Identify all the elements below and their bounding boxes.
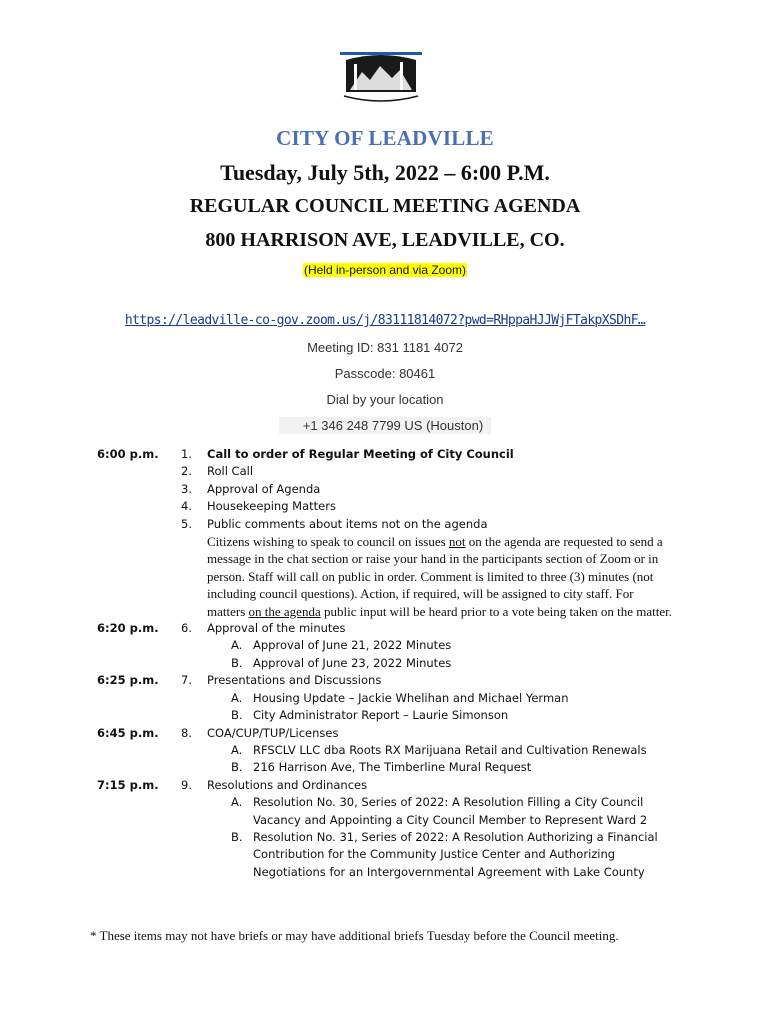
agenda-item-text: Resolutions and Ordinances (207, 777, 368, 792)
public-comment-text: public input will be heard prior to a vote being taken on the matter. (320, 603, 672, 619)
footnote: * These items may not have briefs or may have additional briefs Tuesday before the Council meeting. (90, 928, 619, 943)
agenda-item-text: Public comments about items not on the agenda (207, 516, 488, 531)
agenda-list (0, 446, 770, 881)
agenda-item-text: Housekeeping Matters (207, 499, 336, 514)
dial-number (0, 418, 770, 433)
subitem-letter: A. (231, 690, 243, 705)
agenda-item (0, 777, 770, 794)
agenda-subitem (0, 829, 770, 881)
subitem-letter: B. (231, 760, 243, 775)
agenda-subitem (0, 759, 770, 776)
public-comment-paragraph (207, 533, 672, 620)
city-title: CITY OF LEADVILLE (276, 126, 494, 150)
agenda-number: 2. (181, 464, 192, 479)
agenda-item-text: Approval of Agenda (207, 481, 321, 496)
leadville-logo (340, 46, 422, 116)
agenda-subitem (0, 655, 770, 672)
agenda-item (0, 463, 770, 480)
agenda-time: 6:45 p.m. (97, 725, 159, 740)
agenda-number: 7. (181, 673, 192, 688)
agenda-subitem (0, 794, 770, 829)
agenda-number: 4. (181, 499, 192, 514)
subitem-text: Approval of June 21, 2022 Minutes (253, 638, 452, 653)
subitem-text: City Administrator Report – Laurie Simonson (253, 708, 509, 723)
subitem-letter: A. (231, 638, 243, 653)
agenda-number: 6. (181, 621, 192, 636)
subitem-text: Resolution No. 30, Series of 2022: A Resolution Filling a City Council Vacancy and Appointing a City Council Member to Represent Ward 2 (253, 795, 648, 827)
agenda-subitem (0, 690, 770, 707)
passcode: Passcode: 80461 (334, 366, 436, 381)
agenda-time: 6:25 p.m. (97, 673, 159, 688)
subitem-text: Approval of June 23, 2022 Minutes (253, 655, 452, 670)
leadville-logo-icon (340, 46, 422, 116)
public-comment-text: Citizens wishing to speak to council on issues (207, 534, 449, 550)
agenda-subitem (0, 637, 770, 654)
agenda-item (0, 516, 770, 533)
dial-label: Dial by your location (326, 392, 444, 407)
subitem-letter: B. (231, 655, 243, 670)
dial-number-text: +1 346 248 7799 US (Houston) (279, 417, 491, 434)
agenda-item-text: Roll Call (207, 464, 254, 479)
agenda-number: 1. (181, 447, 192, 461)
agenda-item (0, 620, 770, 637)
meeting-id: Meeting ID: 831 1181 4072 (307, 340, 463, 355)
agenda-item (0, 498, 770, 515)
agenda-item-text: Approval of the minutes (207, 621, 346, 636)
agenda-item (0, 725, 770, 742)
subitem-text: 216 Harrison Ave, The Timberline Mural Request (253, 760, 532, 775)
agenda-item (0, 481, 770, 498)
agenda-subitem (0, 742, 770, 759)
agenda-time: 7:15 p.m. (97, 777, 159, 792)
subitem-letter: B. (231, 829, 243, 844)
subitem-letter: A. (231, 742, 243, 757)
meeting-date: Tuesday, July 5th, 2022 – 6:00 P.M. (220, 160, 550, 185)
agenda-time: 6:00 p.m. (97, 447, 159, 461)
held-note-text: (Held in-person and via Zoom) (303, 263, 467, 277)
public-comment-emphasis: not (448, 534, 466, 550)
agenda-number: 5. (181, 516, 192, 531)
agenda-item-text: COA/CUP/TUP/Licenses (207, 725, 339, 740)
meeting-title: REGULAR COUNCIL MEETING AGENDA (189, 195, 581, 217)
subitem-text: Housing Update – Jackie Whelihan and Michael Yerman (253, 690, 569, 705)
agenda-time: 6:20 p.m. (97, 621, 159, 636)
subitem-text: Resolution No. 31, Series of 2022: A Resolution Authorizing a Financial Contribution for the Community Justice Center and Authorizing Negotiations for an Intergovernmental Agreement with Lake County (253, 829, 658, 879)
public-comment-text: on the agenda are requested to send a message in the chat section or raise your hand in the participants section of Zoom or in person. Staff will call on public in order. Comment is limited to three (3) minutes (not including council questions). Action, if required, will be assigned to city staff. For matters (207, 534, 663, 619)
agenda-subitem (0, 707, 770, 724)
agenda-number: 9. (181, 777, 192, 792)
meeting-address: 800 HARRISON AVE, LEADVILLE, CO. (205, 229, 565, 251)
agenda-number: 8. (181, 725, 192, 740)
held-note (0, 263, 770, 277)
agenda-item-text: Call to order of Regular Meeting of City Council (207, 447, 514, 461)
subitem-text: RFSCLV LLC dba Roots RX Marijuana Retail and Cultivation Renewals (253, 742, 647, 757)
subitem-letter: A. (231, 795, 243, 810)
agenda-item (0, 446, 770, 463)
subitem-letter: B. (231, 708, 243, 723)
agenda-item-text: Presentations and Discussions (207, 673, 382, 688)
agenda-number: 3. (181, 481, 192, 496)
agenda-item (0, 672, 770, 689)
public-comment-emphasis: on the agenda (248, 603, 321, 619)
zoom-link[interactable]: https://leadville-co-gov.zoom.us/j/83111814072?pwd=RHppaHJJWjFTakpXSDhF… (124, 313, 646, 328)
